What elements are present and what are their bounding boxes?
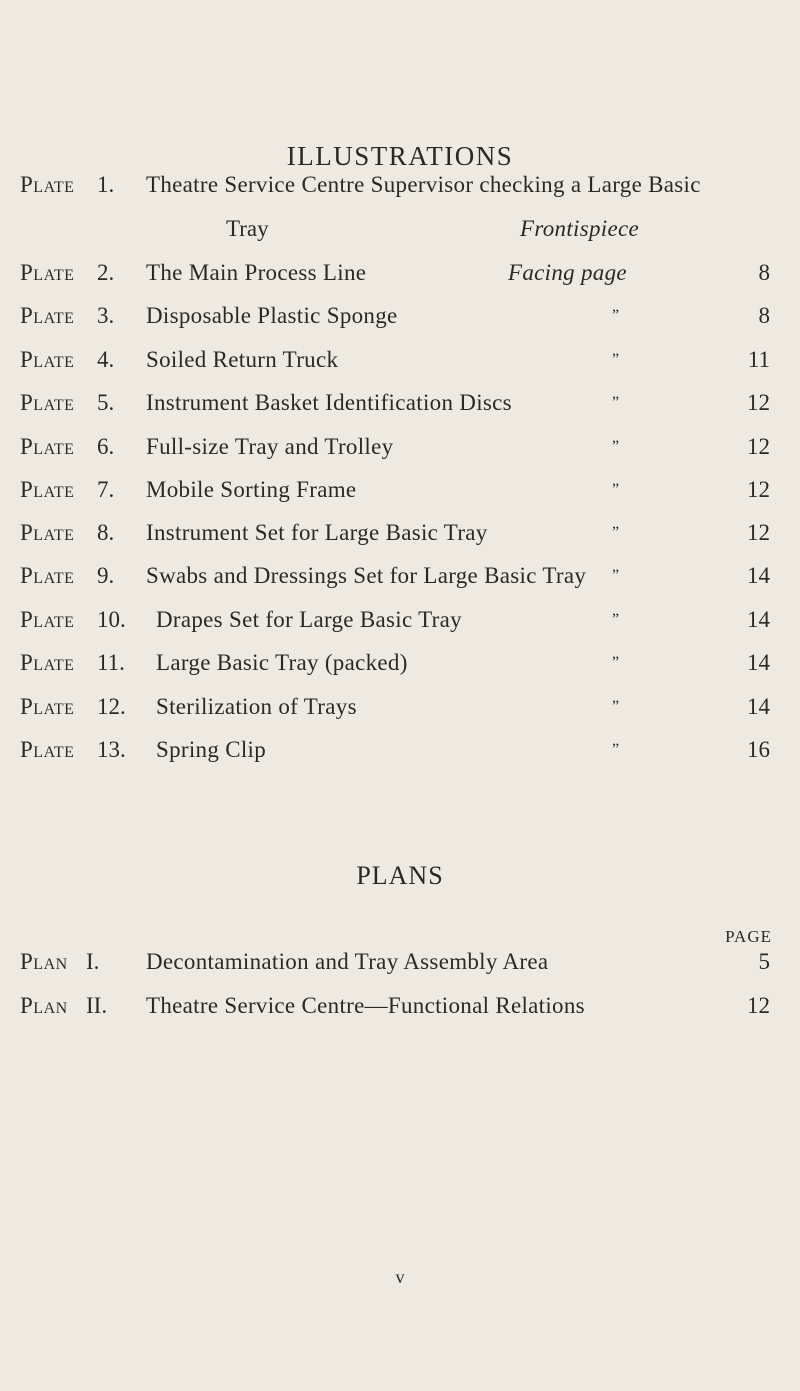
plate-number: 13. bbox=[97, 737, 126, 762]
page-number: 16 bbox=[747, 737, 770, 762]
plans-heading: PLANS bbox=[356, 861, 444, 890]
page-number: 14 bbox=[747, 563, 770, 588]
page-number: 8 bbox=[758, 260, 770, 285]
page-number: 12 bbox=[747, 993, 770, 1018]
ditto-mark: ” bbox=[612, 741, 620, 758]
plate-title: Full-size Tray and Trolley bbox=[146, 434, 394, 459]
plate-number: 7. bbox=[97, 477, 115, 502]
plate-number: 9. bbox=[97, 563, 115, 588]
page-number: 14 bbox=[747, 607, 770, 632]
page-number: 11 bbox=[747, 347, 770, 372]
plate-title: Drapes Set for Large Basic Tray bbox=[156, 607, 462, 632]
ditto-mark: ” bbox=[612, 611, 620, 628]
plate-row bbox=[0, 170, 800, 200]
plan-number: I. bbox=[86, 949, 100, 974]
plate-row bbox=[0, 605, 800, 635]
plate-row bbox=[0, 475, 800, 505]
plate-title: Sterilization of Trays bbox=[156, 694, 357, 719]
plate-title: The Main Process Line bbox=[146, 260, 367, 285]
plate-label: Plate bbox=[20, 303, 75, 328]
plate-row bbox=[0, 518, 800, 548]
ditto-mark: ” bbox=[612, 654, 620, 671]
ditto-mark: ” bbox=[612, 481, 620, 498]
plate-number: 4. bbox=[97, 347, 115, 372]
facing-page-label: Facing page bbox=[508, 260, 627, 285]
ditto-mark: ” bbox=[612, 307, 620, 324]
ditto-mark: ” bbox=[612, 351, 620, 368]
plan-label: Plan bbox=[20, 949, 68, 974]
plate-label: Plate bbox=[20, 520, 75, 545]
page-number: 12 bbox=[747, 434, 770, 459]
plate-number: 2. bbox=[97, 260, 115, 285]
page-column-label: PAGE bbox=[725, 927, 772, 946]
plate-label: Plate bbox=[20, 172, 75, 197]
plan-label: Plan bbox=[20, 993, 68, 1018]
plate-number: 8. bbox=[97, 520, 115, 545]
plate-label: Plate bbox=[20, 737, 75, 762]
plate-title: Mobile Sorting Frame bbox=[146, 477, 357, 502]
plate-title: Disposable Plastic Sponge bbox=[146, 303, 398, 328]
plate-title: Soiled Return Truck bbox=[146, 347, 339, 372]
plate-row bbox=[0, 692, 800, 722]
page-number: 12 bbox=[747, 390, 770, 415]
ditto-mark: ” bbox=[612, 698, 620, 715]
plate-label: Plate bbox=[20, 390, 75, 415]
plate-title: Theatre Service Centre Supervisor checking a Large Basic bbox=[146, 172, 701, 197]
plate-number: 11. bbox=[97, 650, 125, 675]
plate-title: Large Basic Tray (packed) bbox=[156, 650, 408, 675]
plate-row bbox=[0, 388, 800, 418]
plate-row bbox=[0, 561, 800, 591]
page-number: 8 bbox=[758, 303, 770, 328]
plate-title: Spring Clip bbox=[156, 737, 267, 762]
ditto-mark: ” bbox=[612, 438, 620, 455]
ditto-mark: ” bbox=[612, 567, 620, 584]
plate-label: Plate bbox=[20, 694, 75, 719]
page-number: 14 bbox=[747, 694, 770, 719]
plate-number: 5. bbox=[97, 390, 115, 415]
plate-label: Plate bbox=[20, 477, 75, 502]
plate-title: Swabs and Dressings Set for Large Basic Tray bbox=[146, 563, 587, 588]
plan-row bbox=[0, 947, 800, 977]
page-number: 12 bbox=[747, 477, 770, 502]
plan-row bbox=[0, 991, 800, 1021]
plate-number: 10. bbox=[97, 607, 126, 632]
plate-row bbox=[0, 432, 800, 462]
plate-number: 1. bbox=[97, 172, 115, 197]
ditto-mark: ” bbox=[612, 524, 620, 541]
plate-row bbox=[0, 735, 800, 765]
plate-row bbox=[0, 345, 800, 375]
page-folio: v bbox=[395, 1267, 405, 1287]
page-number: 12 bbox=[747, 520, 770, 545]
plate-number: 6. bbox=[97, 434, 115, 459]
plan-title: Decontamination and Tray Assembly Area bbox=[146, 949, 549, 974]
plate-title-continuation: Tray bbox=[226, 216, 269, 241]
plan-number: II. bbox=[86, 993, 108, 1018]
plate-label: Plate bbox=[20, 607, 75, 632]
page-number: 14 bbox=[747, 650, 770, 675]
plate-title: Instrument Set for Large Basic Tray bbox=[146, 520, 488, 545]
plate-label: Plate bbox=[20, 650, 75, 675]
plate-row bbox=[0, 258, 800, 288]
plate-label: Plate bbox=[20, 260, 75, 285]
plate-number: 3. bbox=[97, 303, 115, 328]
plate-label: Plate bbox=[20, 347, 75, 372]
plate-label: Plate bbox=[20, 563, 75, 588]
plate-label: Plate bbox=[20, 434, 75, 459]
frontispiece-label: Frontispiece bbox=[520, 216, 639, 241]
plate-row bbox=[0, 648, 800, 678]
illustrations-heading: ILLUSTRATIONS bbox=[286, 141, 514, 171]
ditto-mark: ” bbox=[612, 394, 620, 411]
page-number: 5 bbox=[758, 949, 770, 974]
plan-title: Theatre Service Centre—Functional Relations bbox=[146, 993, 585, 1018]
plate-title: Instrument Basket Identification Discs bbox=[146, 390, 512, 415]
plate-row bbox=[0, 301, 800, 331]
plate-number: 12. bbox=[97, 694, 126, 719]
